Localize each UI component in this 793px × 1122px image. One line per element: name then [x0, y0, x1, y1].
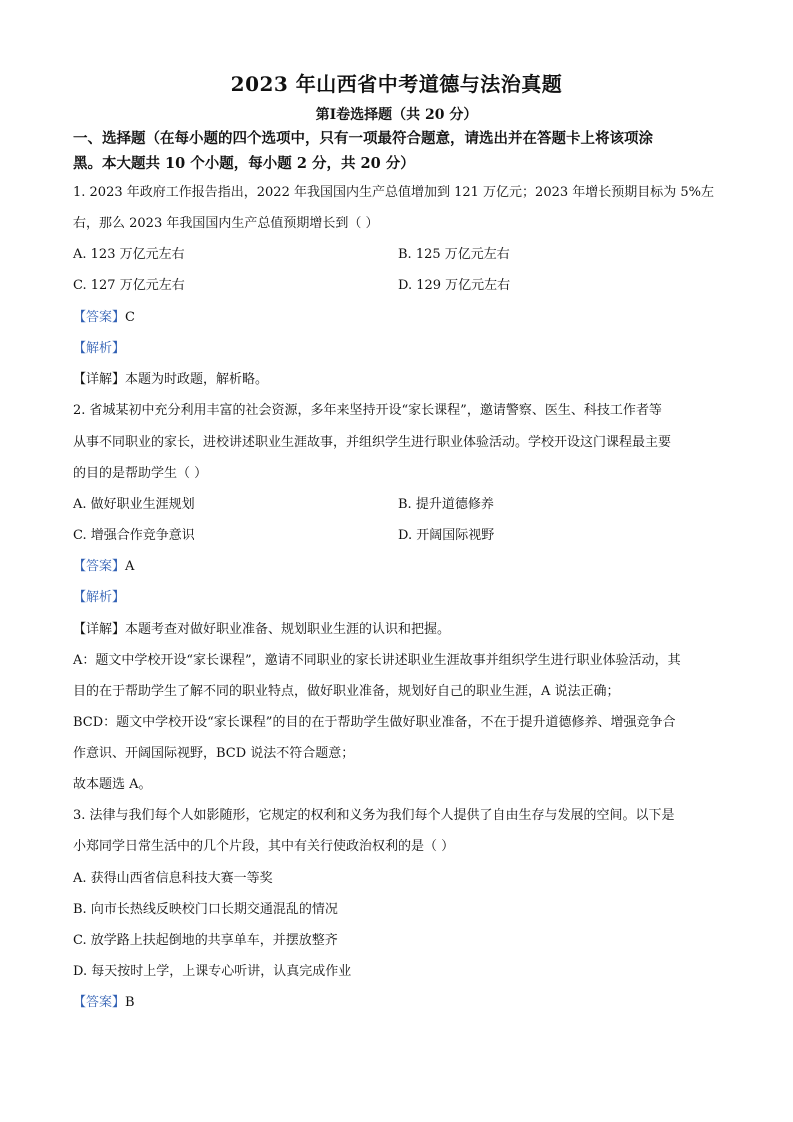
q2-stem-line1: 2. 省城某初中充分利用丰富的社会资源，多年来坚持开设“家长课程”，邀请警察、医生、科技工作者等	[73, 403, 662, 418]
q2-explanation-bcd-line1: BCD：题文中学校开设“家长课程”的目的在于帮助学生做好职业准备，不在于提升道德修养、增强竞争合	[73, 715, 676, 730]
q3-option-b: B. 向市长热线反映校门口长期交通混乱的情况	[73, 902, 338, 917]
q1-answer-value: C	[125, 310, 135, 325]
q1-stem-line2: 右，那么 2023 年我国国内生产总值预期增长到（ ）	[73, 216, 379, 231]
section-subtitle: 第Ⅰ卷选择题（共 20 分）	[315, 107, 478, 123]
detail-tag: 【详解】	[73, 622, 126, 637]
q2-option-b: B. 提升道德修养	[398, 497, 494, 512]
answer-tag: 【答案】	[73, 995, 126, 1010]
q2-option-c: C. 增强合作竞争意识	[73, 528, 195, 543]
q1-option-a: A. 123 万亿元左右	[73, 247, 185, 262]
q2-explanation-a-line1: A：题文中学校开设“家长课程”，邀请不同职业的家长讲述职业生涯故事并组织学生进行职业体验活动，其	[73, 653, 681, 668]
q3-answer-value: B	[125, 995, 135, 1010]
q2-analysis-tag: 【解析】	[73, 590, 126, 605]
q2-option-d: D. 开阔国际视野	[398, 528, 495, 543]
q2-answer	[73, 557, 134, 577]
section-heading-line1: 一、选择题（在每小题的四个选项中，只有一项最符合题意，请选出并在答题卡上将该项涂	[73, 130, 653, 147]
q2-detail	[73, 620, 450, 640]
q3-option-a: A. 获得山西省信息科技大赛一等奖	[73, 871, 273, 886]
q2-stem-line3: 的目的是帮助学生（ ）	[73, 466, 208, 481]
q2-explanation-bcd-line2: 作意识、开阔国际视野，BCD 说法不符合题意；	[73, 746, 355, 761]
q1-stem-line1: 1. 2023 年政府工作报告指出，2022 年我国国内生产总值增加到 121 万亿元；2023 年增长预期目标为 5%左	[73, 185, 715, 200]
q3-option-d: D. 每天按时上学，上课专心听讲，认真完成作业	[73, 964, 352, 979]
q2-detail-text: 本题考查对做好职业准备、规划职业生涯的认识和把握。	[125, 622, 451, 637]
q3-option-c: C. 放学路上扶起倒地的共享单车，并摆放整齐	[73, 933, 338, 948]
detail-tag: 【详解】	[73, 372, 126, 387]
answer-tag: 【答案】	[73, 559, 126, 574]
q1-answer	[73, 308, 135, 328]
section-heading-line2: 黑。本大题共 10 个小题，每小题 2 分，共 20 分）	[73, 155, 415, 172]
q2-stem-line2: 从事不同职业的家长，进校讲述职业生涯故事，并组织学生进行职业体验活动。学校开设这门课程最主要	[73, 435, 672, 450]
page-title: 2023 年山西省中考道德与法治真题	[230, 72, 563, 96]
q2-option-a: A. 做好职业生涯规划	[73, 497, 195, 512]
q3-answer	[73, 993, 135, 1013]
q3-stem-line1: 3. 法律与我们每个人如影随形，它规定的权利和义务为我们每个人提供了自由生存与发展的空间。以下是	[73, 808, 675, 823]
q2-explanation-a-line2: 目的在于帮助学生了解不同的职业特点，做好职业准备，规划好自己的职业生涯，A 说法正确；	[73, 684, 620, 699]
answer-tag: 【答案】	[73, 310, 126, 325]
q1-analysis-tag: 【解析】	[73, 341, 126, 356]
q1-detail-text: 本题为时政题，解析略。	[125, 372, 269, 387]
q1-option-d: D. 129 万亿元左右	[398, 278, 511, 293]
q1-option-b: B. 125 万亿元左右	[398, 247, 510, 262]
q2-answer-value: A	[125, 559, 135, 574]
q1-detail	[73, 370, 268, 390]
q1-option-c: C. 127 万亿元左右	[73, 278, 185, 293]
q3-stem-line2: 小郑同学日常生活中的几个片段，其中有关行使政治权利的是（ ）	[73, 839, 455, 854]
q2-conclusion: 故本题选 A。	[73, 777, 152, 792]
